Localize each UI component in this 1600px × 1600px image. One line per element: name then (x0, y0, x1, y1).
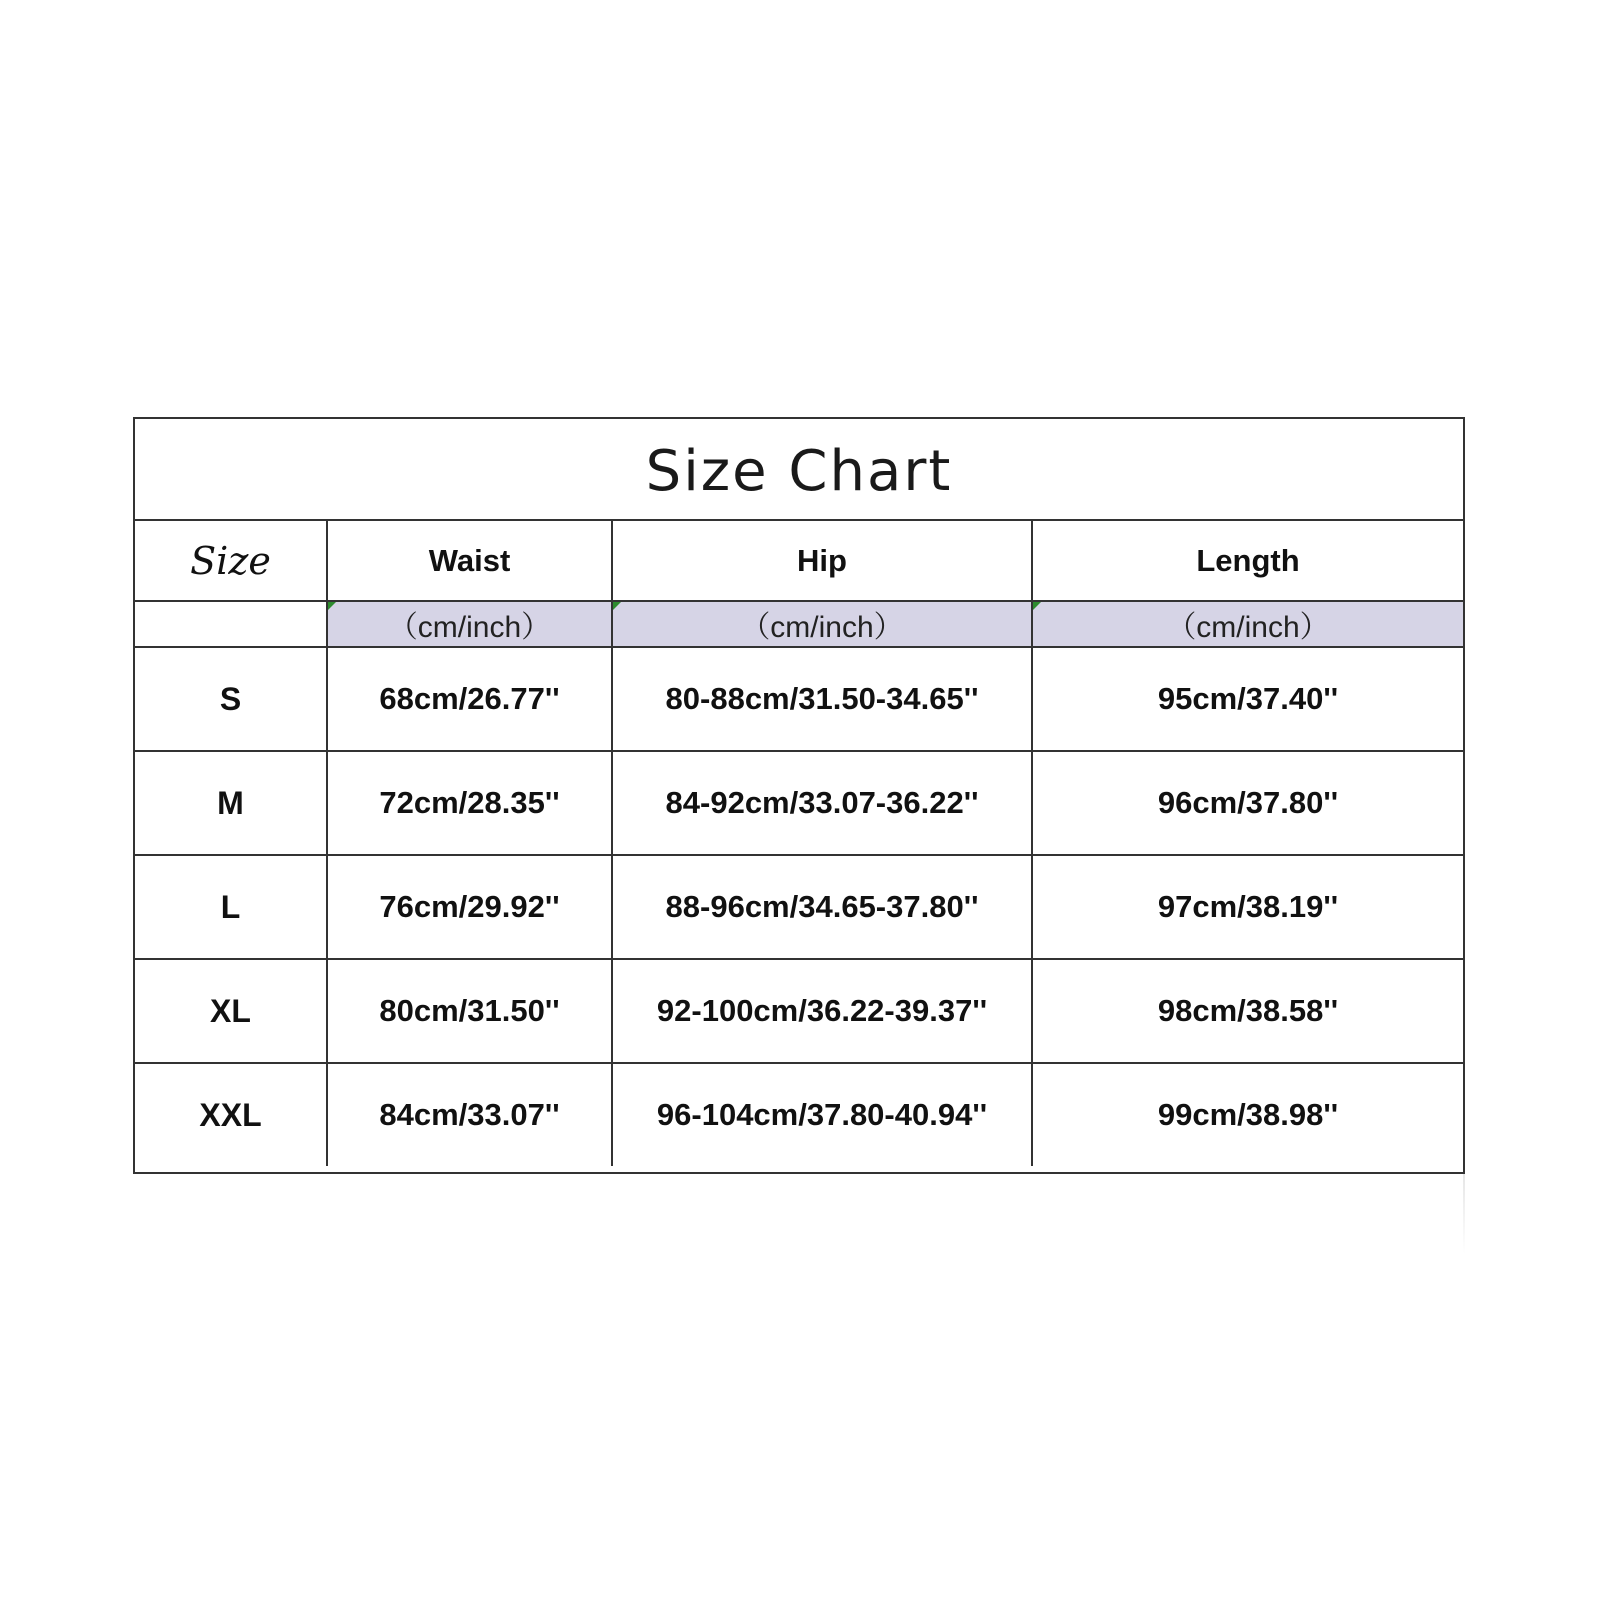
header-row (135, 521, 1463, 601)
row-length: 99cm/38.98'' (1032, 1063, 1463, 1166)
unit-hip: （cm/inch） (740, 611, 904, 644)
chart-title: Size Chart (135, 419, 1463, 521)
row-waist: 80cm/31.50'' (327, 959, 612, 1063)
row-length: 96cm/37.80'' (1032, 751, 1463, 855)
size-table (135, 521, 1463, 1166)
row-size: S (135, 647, 327, 751)
row-hip: 88-96cm/34.65-37.80'' (612, 855, 1032, 959)
row-size: XL (135, 959, 327, 1063)
corner-mark-icon (328, 602, 336, 610)
header-hip: Hip (612, 521, 1032, 601)
unit-length-cell (1032, 601, 1463, 647)
corner-mark-icon (1033, 602, 1041, 610)
row-length: 95cm/37.40'' (1032, 647, 1463, 751)
table-row (135, 855, 1463, 959)
header-size: Size (135, 521, 327, 601)
row-length: 97cm/38.19'' (1032, 855, 1463, 959)
unit-hip-cell (612, 601, 1032, 647)
unit-waist: （cm/inch） (387, 611, 552, 644)
row-hip: 80-88cm/31.50-34.65'' (612, 647, 1032, 751)
table-row (135, 959, 1463, 1063)
row-length: 98cm/38.58'' (1032, 959, 1463, 1063)
table-row (135, 1063, 1463, 1166)
table-row (135, 647, 1463, 751)
row-waist: 84cm/33.07'' (327, 1063, 612, 1166)
table-row (135, 751, 1463, 855)
row-waist: 76cm/29.92'' (327, 855, 612, 959)
header-length: Length (1032, 521, 1463, 601)
row-waist: 72cm/28.35'' (327, 751, 612, 855)
row-hip: 92-100cm/36.22-39.37'' (612, 959, 1032, 1063)
row-size: XXL (135, 1063, 327, 1166)
edge-shadow (1463, 1174, 1465, 1254)
row-size: M (135, 751, 327, 855)
row-waist: 68cm/26.77'' (327, 647, 612, 751)
unit-length: （cm/inch） (1166, 611, 1330, 644)
row-hip: 84-92cm/33.07-36.22'' (612, 751, 1032, 855)
size-chart (133, 417, 1465, 1174)
unit-row (135, 601, 1463, 647)
header-waist: Waist (327, 521, 612, 601)
corner-mark-icon (613, 602, 621, 610)
row-hip: 96-104cm/37.80-40.94'' (612, 1063, 1032, 1166)
row-size: L (135, 855, 327, 959)
unit-blank-cell (135, 601, 327, 647)
unit-waist-cell (327, 601, 612, 647)
